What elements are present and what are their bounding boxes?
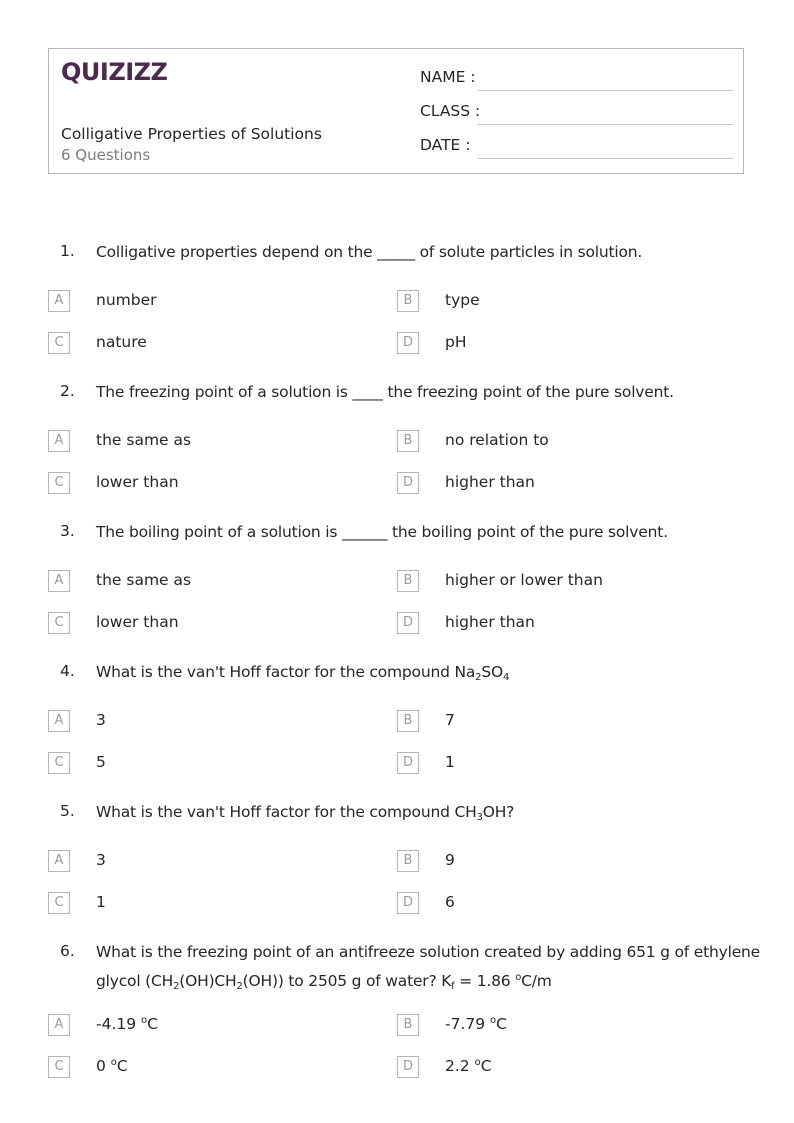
option-d-text: 1 bbox=[445, 753, 455, 771]
option-a-box[interactable]: A bbox=[48, 290, 70, 312]
option-c-box[interactable]: C bbox=[48, 612, 70, 634]
option-b-text: no relation to bbox=[445, 431, 549, 449]
question-text: The freezing point of a solution is ____ the freezing point of the pure solvent. bbox=[96, 383, 674, 401]
class-label: CLASS : bbox=[420, 102, 481, 120]
question-text: The boiling point of a solution is ______ the boiling point of the pure solvent. bbox=[96, 523, 668, 541]
option-a-box[interactable]: A bbox=[48, 1014, 70, 1036]
option-b-text: 9 bbox=[445, 851, 455, 869]
name-line bbox=[478, 90, 733, 91]
option-c-box[interactable]: C bbox=[48, 752, 70, 774]
option-d-text: higher than bbox=[445, 473, 535, 491]
question-line-1: What is the freezing point of an antifreeze solution created by adding 651 g of ethylene bbox=[96, 943, 760, 961]
option-d-box[interactable]: D bbox=[397, 752, 419, 774]
option-c-box[interactable]: C bbox=[48, 332, 70, 354]
option-b-box[interactable]: B bbox=[397, 430, 419, 452]
option-c-text: 5 bbox=[96, 753, 106, 771]
option-b-text: higher or lower than bbox=[445, 571, 603, 589]
option-d-text: higher than bbox=[445, 613, 535, 631]
question-number: 6. bbox=[60, 942, 75, 960]
worksheet-title: Colligative Properties of Solutions bbox=[61, 125, 322, 143]
quizizz-logo: QUIZIZZ bbox=[61, 58, 168, 86]
option-b-box[interactable]: B bbox=[397, 1014, 419, 1036]
option-c-text: 1 bbox=[96, 893, 106, 911]
name-field[interactable] bbox=[420, 68, 476, 86]
question-count: 6 Questions bbox=[61, 146, 151, 164]
option-c-text: lower than bbox=[96, 613, 179, 631]
option-a-text: -4.19 $^o$C bbox=[96, 1015, 158, 1033]
option-d-text: pH bbox=[445, 333, 467, 351]
option-c-box[interactable]: C bbox=[48, 1056, 70, 1078]
question-number: 2. bbox=[60, 382, 75, 400]
class-field[interactable] bbox=[420, 102, 480, 120]
option-a-box[interactable]: A bbox=[48, 570, 70, 592]
class-line bbox=[478, 124, 733, 125]
question-text bbox=[96, 940, 760, 999]
option-c-box[interactable]: C bbox=[48, 472, 70, 494]
option-d-text: 2.2 $^o$C bbox=[445, 1057, 492, 1075]
option-a-text: number bbox=[96, 291, 157, 309]
date-label: DATE : bbox=[420, 136, 471, 154]
option-d-box[interactable]: D bbox=[397, 612, 419, 634]
option-b-text: 7 bbox=[445, 711, 455, 729]
option-a-text: 3 bbox=[96, 711, 106, 729]
question-text: What is the van't Hoff factor for the compound $Na_2SO_4$ bbox=[96, 663, 510, 683]
option-d-box[interactable]: D bbox=[397, 472, 419, 494]
question-number: 4. bbox=[60, 662, 75, 680]
option-a-box[interactable]: A bbox=[48, 710, 70, 732]
option-c-box[interactable]: C bbox=[48, 892, 70, 914]
option-d-box[interactable]: D bbox=[397, 332, 419, 354]
question-line-2: glycol $(CH_2(OH)CH_2(OH))$ to 2505 g of water? $K_f = 1.86$ $^o$C/m bbox=[96, 972, 552, 992]
name-label: NAME : bbox=[420, 68, 476, 86]
option-a-text: 3 bbox=[96, 851, 106, 869]
date-line bbox=[478, 158, 733, 159]
option-c-text: 0 $^o$C bbox=[96, 1057, 128, 1075]
option-a-box[interactable]: A bbox=[48, 430, 70, 452]
option-d-box[interactable]: D bbox=[397, 892, 419, 914]
option-b-box[interactable]: B bbox=[397, 290, 419, 312]
worksheet-header bbox=[48, 48, 744, 174]
option-b-box[interactable]: B bbox=[397, 710, 419, 732]
option-d-text: 6 bbox=[445, 893, 455, 911]
option-a-text: the same as bbox=[96, 431, 192, 449]
question-number: 1. bbox=[60, 242, 75, 260]
option-b-box[interactable]: B bbox=[397, 850, 419, 872]
option-b-text: type bbox=[445, 291, 480, 309]
question-number: 3. bbox=[60, 522, 75, 540]
option-a-box[interactable]: A bbox=[48, 850, 70, 872]
option-a-text: the same as bbox=[96, 571, 192, 589]
option-d-box[interactable]: D bbox=[397, 1056, 419, 1078]
option-b-box[interactable]: B bbox=[397, 570, 419, 592]
option-b-text: -7.79 $^o$C bbox=[445, 1015, 507, 1033]
option-c-text: nature bbox=[96, 333, 147, 351]
option-c-text: lower than bbox=[96, 473, 179, 491]
date-field[interactable] bbox=[420, 136, 470, 154]
question-text: What is the van't Hoff factor for the compound $CH_3OH$? bbox=[96, 803, 515, 823]
question-text: Colligative properties depend on the _____ of solute particles in solution. bbox=[96, 243, 643, 261]
question-number: 5. bbox=[60, 802, 75, 820]
